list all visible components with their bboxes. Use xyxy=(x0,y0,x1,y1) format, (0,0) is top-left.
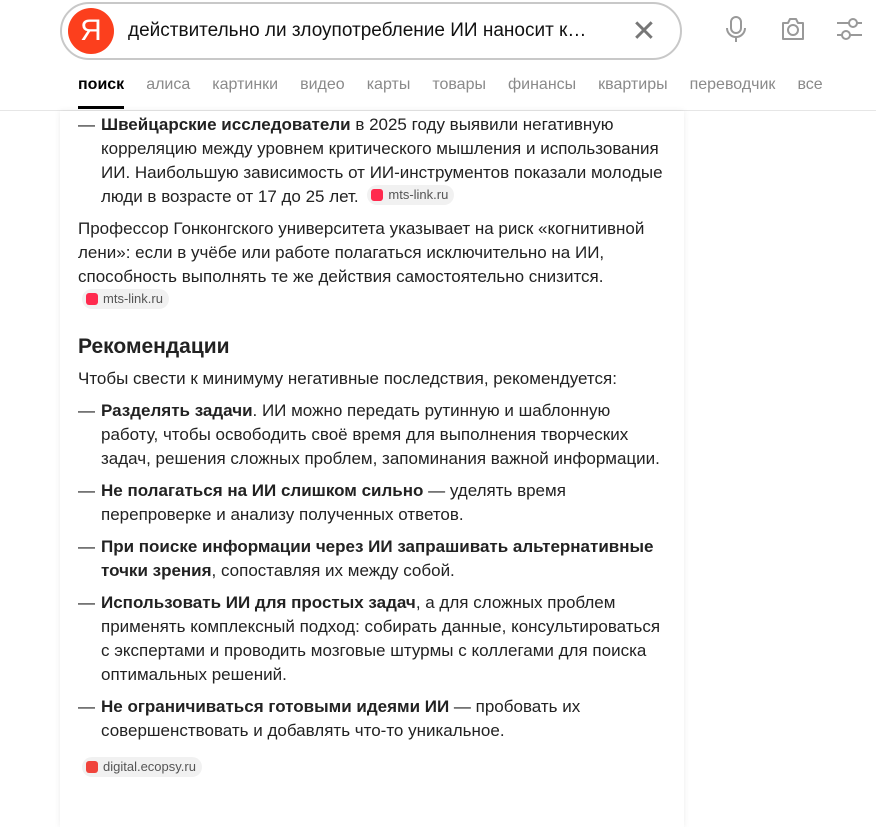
dash: — xyxy=(78,481,95,500)
section-heading: Рекомендации xyxy=(78,335,230,358)
dash: — xyxy=(78,537,95,556)
tab-8[interactable]: переводчик xyxy=(689,76,776,93)
search-bar[interactable] xyxy=(60,2,682,60)
item-text: , а для сложных проблем применять комплексный подход: собирать данные, консультироваться с экспертами и проводить мозговые штурмы с коллегами для поиска оптимальных решений. xyxy=(101,593,661,684)
source-label: mts-link.ru xyxy=(388,187,449,202)
tab-7[interactable]: квартиры xyxy=(598,76,668,93)
source-link-mts[interactable] xyxy=(367,185,454,205)
dash: — xyxy=(78,697,95,716)
paragraph-text: Профессор Гонконгского университета указывает на риск «когнитивной лени»: если в учёбе или работе полагаться исключительно на ИИ, способность выполнять те же действия самостоятельно снизится. xyxy=(78,219,645,286)
item-bold: Разделять задачи xyxy=(101,401,253,420)
item-text: — уделять время перепроверке и анализу полученных ответов. xyxy=(101,481,566,524)
list-item xyxy=(78,113,668,209)
tab-9[interactable]: все xyxy=(797,76,823,93)
item-bold: Использовать ИИ для простых задач xyxy=(101,593,416,612)
answer-content xyxy=(78,113,668,781)
search-input[interactable]: действительно ли злоупотребление ИИ наносит к… xyxy=(128,20,587,41)
item-bold: Не ограничиваться готовыми идеями ИИ xyxy=(101,697,450,716)
tab-2[interactable]: картинки xyxy=(212,76,279,93)
item-text: , сопоставляя их между собой. xyxy=(211,561,455,580)
source-label: mts-link.ru xyxy=(103,291,163,306)
item-text: — пробовать их совершенствовать и добавлять что-то уникальное. xyxy=(101,697,581,740)
item-text: . ИИ можно передать рутинную и шаблонную работу, чтобы освободить своё время для выполнения творческих задач, решения сложных проблем, запоминания важной информации. xyxy=(101,401,660,468)
tab-5[interactable]: товары xyxy=(432,76,486,93)
source-label: digital.ecopsy.ru xyxy=(103,759,196,774)
list-item xyxy=(78,695,668,743)
clear-icon[interactable]: ✕ xyxy=(631,14,657,48)
list-item xyxy=(78,535,668,583)
yandex-logo[interactable]: Я xyxy=(68,8,114,54)
ecopsy-icon xyxy=(86,761,98,773)
settings-filter-icon[interactable] xyxy=(834,14,864,44)
list-item xyxy=(78,591,668,687)
tab-6[interactable]: финансы xyxy=(507,76,577,93)
source-link-mts[interactable] xyxy=(82,289,169,309)
tab-3[interactable]: видео xyxy=(300,76,345,93)
mts-link-icon xyxy=(371,189,383,201)
tab-4[interactable]: карты xyxy=(366,76,411,93)
item-bold: Не полагаться на ИИ слишком сильно xyxy=(101,481,424,500)
lead-text: Чтобы свести к минимуму негативные последствия, рекомендуется: xyxy=(78,369,617,388)
paragraph xyxy=(78,217,668,313)
microphone-icon[interactable] xyxy=(721,14,751,44)
tab-1[interactable]: алиса xyxy=(146,76,191,93)
mts-link-icon xyxy=(86,293,98,305)
source-link-ecopsy[interactable] xyxy=(82,757,202,777)
item-bold: Швейцарские исследователи xyxy=(101,115,351,134)
tab-0[interactable]: поиск xyxy=(78,76,124,109)
dash: — xyxy=(78,593,95,612)
dash: — xyxy=(78,401,95,420)
item-text: в 2025 году выявили негативную корреляцию между уровнем критического мышления и использования ИИ. Наибольшую зависимость от ИИ-инструментов показали молодые люди в возрасте от 17 до 25 лет. xyxy=(101,115,663,206)
dash: — xyxy=(78,115,95,134)
list-item xyxy=(78,479,668,527)
search-tabs xyxy=(78,76,845,109)
item-bold: При поиске информации через ИИ запрашивать альтернативные точки зрения xyxy=(101,537,654,580)
camera-icon[interactable] xyxy=(778,14,808,44)
list-item xyxy=(78,399,668,471)
